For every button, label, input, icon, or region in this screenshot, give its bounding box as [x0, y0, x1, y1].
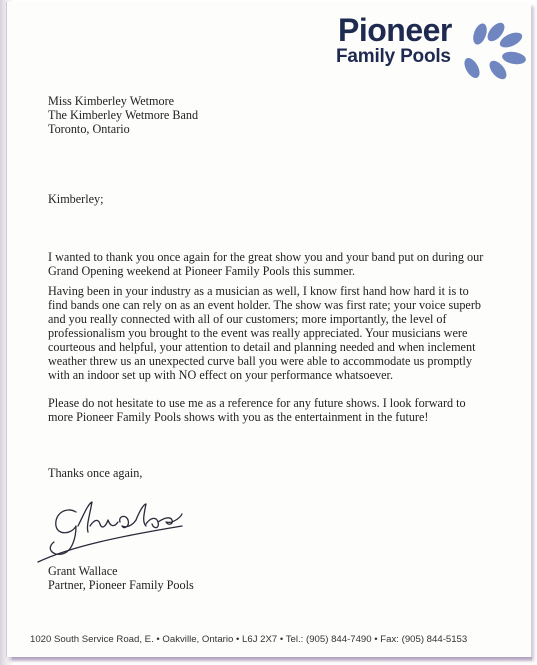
- paragraph-line: and you really connected with all of our customers; more importantly, the level of: [48, 312, 447, 326]
- sheet-shadow: [12, 657, 532, 662]
- paragraph-line: professionalism you brought to the event was really appreciated. Your musicians were: [48, 326, 468, 340]
- letterhead-footer: 1020 South Service Road, E. • Oakville, Ontario • L6J 2X7 • Tel.: (905) 844-7490 • Fax: (905) 844-5153: [30, 634, 468, 645]
- paragraph-line: more Pioneer Family Pools shows with you as the entertainment in the future!: [48, 410, 429, 424]
- salutation: Kimberley;: [48, 192, 104, 206]
- closing: Thanks once again,: [48, 466, 143, 480]
- paragraph-line: I wanted to thank you once again for the great show you and your band put on during our: [48, 250, 484, 264]
- paragraph-line: courteous and helpful, your attention to detail and planning needed and when inclement: [48, 340, 476, 354]
- signer-name: Grant Wallace: [48, 564, 118, 578]
- body-paragraph-3: [48, 396, 512, 424]
- recipient-name: Miss Kimberley Wetmore: [48, 94, 175, 108]
- paragraph-line: find bands one can rely on as an event holder. The show was first rate; your voice superb: [48, 298, 481, 312]
- paragraph-line: Grand Opening weekend at Pioneer Family Pools this summer.: [48, 264, 356, 278]
- paragraph-line: Having been in your industry as a musician as well, I know first hand how hard it is to: [48, 284, 469, 298]
- recipient-organization: The Kimberley Wetmore Band: [48, 108, 199, 122]
- recipient-address: [48, 94, 512, 136]
- signer-title: Partner, Pioneer Family Pools: [48, 578, 194, 592]
- body-paragraph-2: [48, 284, 512, 382]
- signer-block: [48, 564, 512, 592]
- handwritten-signature: [32, 496, 210, 566]
- recipient-city: Toronto, Ontario: [48, 122, 130, 136]
- paragraph-line: weather threw us an unexpected curve ball you were able to accommodate us promptly: [48, 354, 473, 368]
- paragraph-line: with an indoor set up with NO effect on your performance whatsoever.: [48, 368, 393, 382]
- letterhead-brand: Pioneer: [338, 12, 452, 48]
- splash-petals-icon: [456, 20, 528, 82]
- letterhead-subbrand: Family Pools: [336, 46, 451, 67]
- paragraph-line: Please do not hesitate to use me as a reference for any future shows. I look forward to: [48, 396, 466, 410]
- body-paragraph-1: [48, 250, 512, 278]
